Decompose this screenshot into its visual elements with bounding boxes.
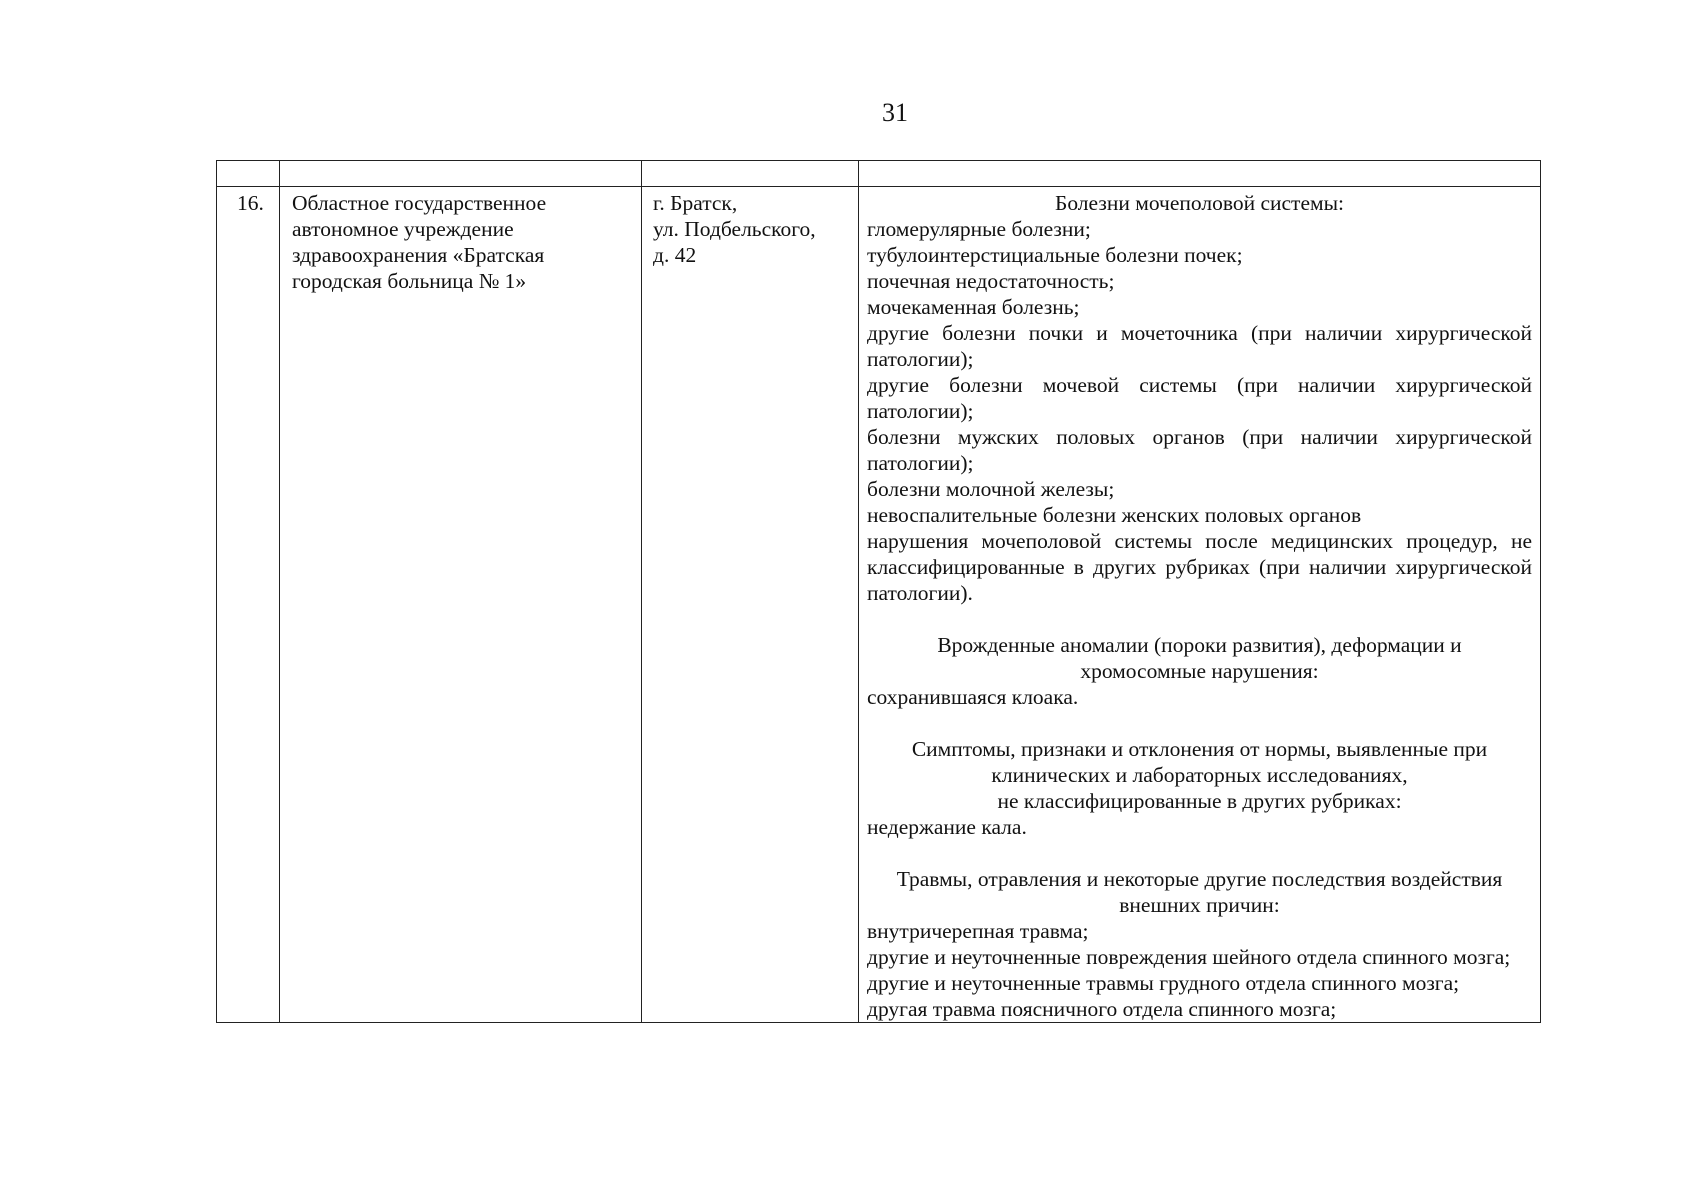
diagnosis-item: другие болезни почки и мочеточника (при наличии хирургической патологии); (867, 321, 1532, 371)
diagnosis-item: другая травма поясничного отдела спинного мозга; (867, 997, 1337, 1021)
header-cell-profile (859, 161, 1541, 187)
header-cell-institution (280, 161, 642, 187)
diagnosis-item: другие и неуточненные повреждения шейного отдела спинного мозга; (867, 945, 1511, 969)
medical-profile-cell (859, 187, 1541, 1023)
section-injuries (867, 866, 1532, 1022)
institution-line: Областное государственное (292, 191, 547, 215)
diagnosis-item: невоспалительные болезни женских половых органов (867, 503, 1362, 527)
diagnosis-item: другие болезни мочевой системы (при наличии хирургической патологии); (867, 373, 1532, 423)
institution-cell (280, 187, 642, 1023)
page-number: 31 (882, 98, 908, 127)
table-row (217, 187, 1541, 1023)
address-cell (642, 187, 859, 1023)
section-genitourinary (867, 190, 1532, 606)
diagnosis-item: сохранившаяся клоака. (867, 685, 1079, 709)
institution-line: городская больница № 1» (292, 269, 527, 293)
section-heading: хромосомные нарушения: (1080, 659, 1319, 683)
section-heading: Болезни мочеполовой системы: (1054, 191, 1345, 215)
address-line: д. 42 (653, 243, 697, 267)
header-cell-address (642, 161, 859, 187)
institution-line: здравоохранения «Братская (292, 243, 545, 267)
section-symptoms (867, 736, 1532, 840)
row-number: 16. (237, 191, 264, 215)
address-line: ул. Подбельского, (653, 217, 816, 241)
diagnosis-item: болезни молочной железы; (867, 477, 1115, 501)
diagnosis-item: тубулоинтерстициальные болезни почек; (867, 243, 1243, 267)
diagnosis-item: нарушения мочеполовой системы после медицинских процедур, не классифицированные в других рубриках (при наличии хирургической патологии). (867, 529, 1532, 605)
section-heading: Симптомы, признаки и отклонения от нормы, выявленные при (911, 737, 1488, 761)
section-heading: внешних причин: (1119, 893, 1280, 917)
institution-line: автономное учреждение (292, 217, 514, 241)
address-line: г. Братск, (653, 191, 738, 215)
institutions-table (216, 160, 1541, 1023)
section-heading: Травмы, отравления и некоторые другие последствия воздействия (896, 867, 1503, 891)
diagnosis-item: мочекаменная болезнь; (867, 295, 1080, 319)
section-heading: Врожденные аномалии (пороки развития), деформации и (937, 633, 1462, 657)
header-cell-number (217, 161, 280, 187)
diagnosis-item: почечная недостаточность; (867, 269, 1115, 293)
diagnosis-item: другие и неуточненные травмы грудного отдела спинного мозга; (867, 971, 1460, 995)
diagnosis-item: внутричерепная травма; (867, 919, 1089, 943)
row-number-cell (217, 187, 280, 1023)
diagnosis-item: болезни мужских половых органов (при наличии хирургической патологии); (867, 425, 1532, 475)
diagnosis-item: гломерулярные болезни; (867, 217, 1091, 241)
section-heading: клинических и лабораторных исследованиях, (991, 763, 1408, 787)
diagnosis-item: недержание кала. (867, 815, 1027, 839)
table-header-row (217, 161, 1541, 187)
section-heading: не классифицированные в других рубриках: (997, 789, 1402, 813)
section-congenital (867, 632, 1532, 710)
